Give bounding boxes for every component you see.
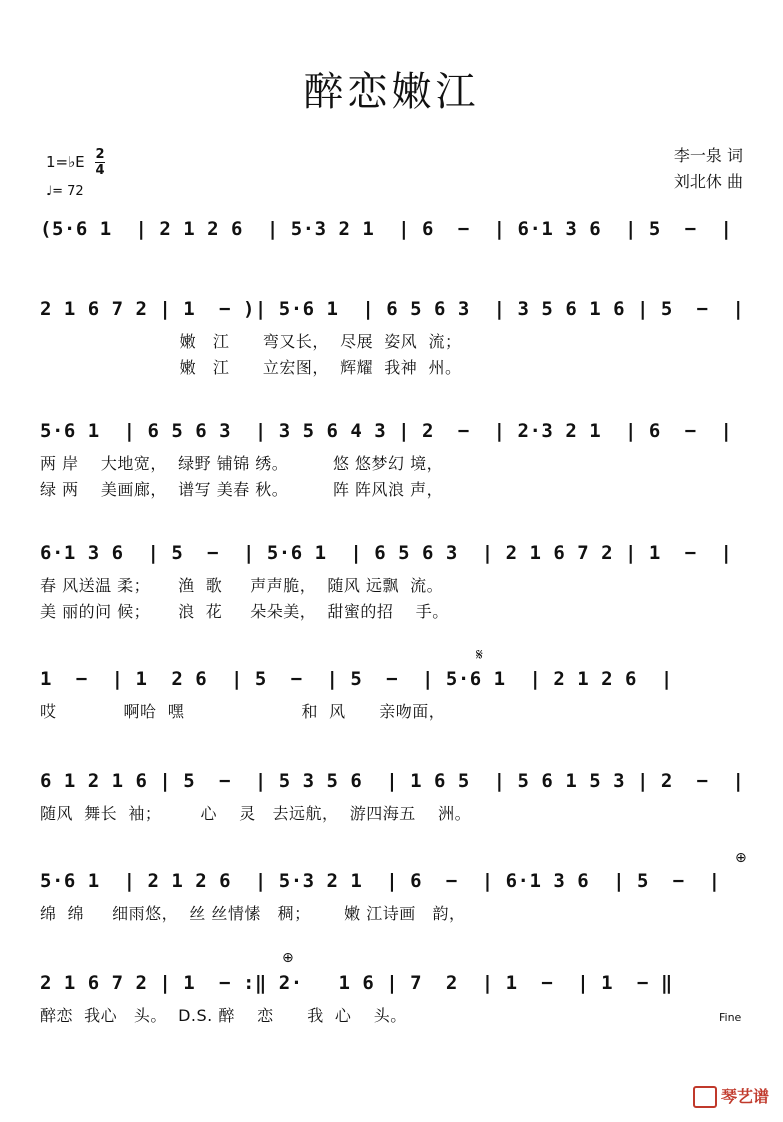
lyric-verse-1: 两 岸 大地宽， 绿野 铺锦 绣。 悠 悠梦幻 境， — [40, 454, 444, 473]
lyric-verse-1: 春 风送温 柔； 渔 歌 声声脆， 随风 远飘 流。 — [40, 576, 444, 595]
lyric-verse-1: 嫩 江 弯又长， 尽展 姿风 流； — [40, 332, 462, 351]
notes-line: 5·6 1 | 2 1 2 6 | 5·3 2 1 | 6 − | 6·1 3 6 | 5 − | — [40, 870, 721, 892]
lyric-verse-2: 绿 两 美画廊， 谱写 美春 秋。 阵 阵风浪 声， — [40, 480, 444, 499]
lyric-verse-1: 哎 啊哈 嘿 和 风 亲吻面， — [40, 702, 446, 721]
tempo-marking: ♩= 72 — [46, 184, 84, 199]
key-signature — [46, 148, 105, 177]
logo-icon — [693, 1086, 717, 1108]
time-signature-top: 2 — [95, 147, 105, 162]
time-signature-bottom: 4 — [95, 163, 105, 178]
logo-text: 琴艺谱 — [720, 1086, 769, 1106]
notes-line: 2 1 6 7 2 | 1 − )| 5·6 1 | 6 5 6 3 | 3 5 6 1 6 | 5 − | — [40, 298, 745, 320]
notes-line: 6·1 3 6 | 5 − | 5·6 1 | 6 5 6 3 | 2 1 6 7 2 | 1 − | — [40, 542, 733, 564]
lyric-verse-2: 嫩 江 立宏图， 辉耀 我神 州。 — [40, 358, 462, 377]
notes-line: 2 1 6 7 2 | 1 − :‖ 2· 1 6 | 7 2 | 1 − | 1 − ‖ — [40, 972, 673, 994]
song-title: 醉恋嫩江 — [303, 69, 480, 115]
notes-line: 5·6 1 | 6 5 6 3 | 3 5 6 4 3 | 2 − | 2·3 2 1 | 6 − | — [40, 420, 733, 442]
lyric-verse-2: 美 丽的问 候； 浪 花 朵朵美， 甜蜜的招 手。 — [40, 602, 449, 621]
composer: 刘北休 曲 — [673, 172, 743, 191]
lyricist: 李一泉 词 — [673, 146, 743, 165]
site-logo — [693, 1084, 769, 1109]
lyric-verse-1: 绵 绵 细雨悠， 丝 丝情愫 稠； 嫩 江诗画 韵， — [40, 904, 466, 923]
fine-marking: Fine — [719, 1011, 742, 1024]
lyric-verse-1: 随风 舞长 袖； 心 灵 去远航， 游四海五 洲。 — [40, 804, 472, 823]
coda-icon: ⊕ — [735, 850, 747, 866]
time-signature — [95, 148, 104, 177]
notes-line: (5·6 1 | 2 1 2 6 | 5·3 2 1 | 6 − | 6·1 3 6 | 5 − | — [40, 218, 733, 240]
notes-line: 6 1 2 1 6 | 5 − | 5 3 5 6 | 1 6 5 | 5 6 1 5 3 | 2 − | — [40, 770, 745, 792]
credits — [674, 143, 743, 195]
segno-icon: 𝄋 — [476, 645, 483, 664]
coda-icon: ⊕ — [282, 950, 294, 966]
key-label: 1=♭E — [46, 153, 85, 171]
notes-line: 1 − | 1 2 6 | 5 − | 5 − | 5·6 1 | 2 1 2 6 | — [40, 668, 673, 690]
lyric-verse-1: 醉恋 我心 头。 D.S. 醉 恋 我 心 头。 — [40, 1006, 407, 1025]
